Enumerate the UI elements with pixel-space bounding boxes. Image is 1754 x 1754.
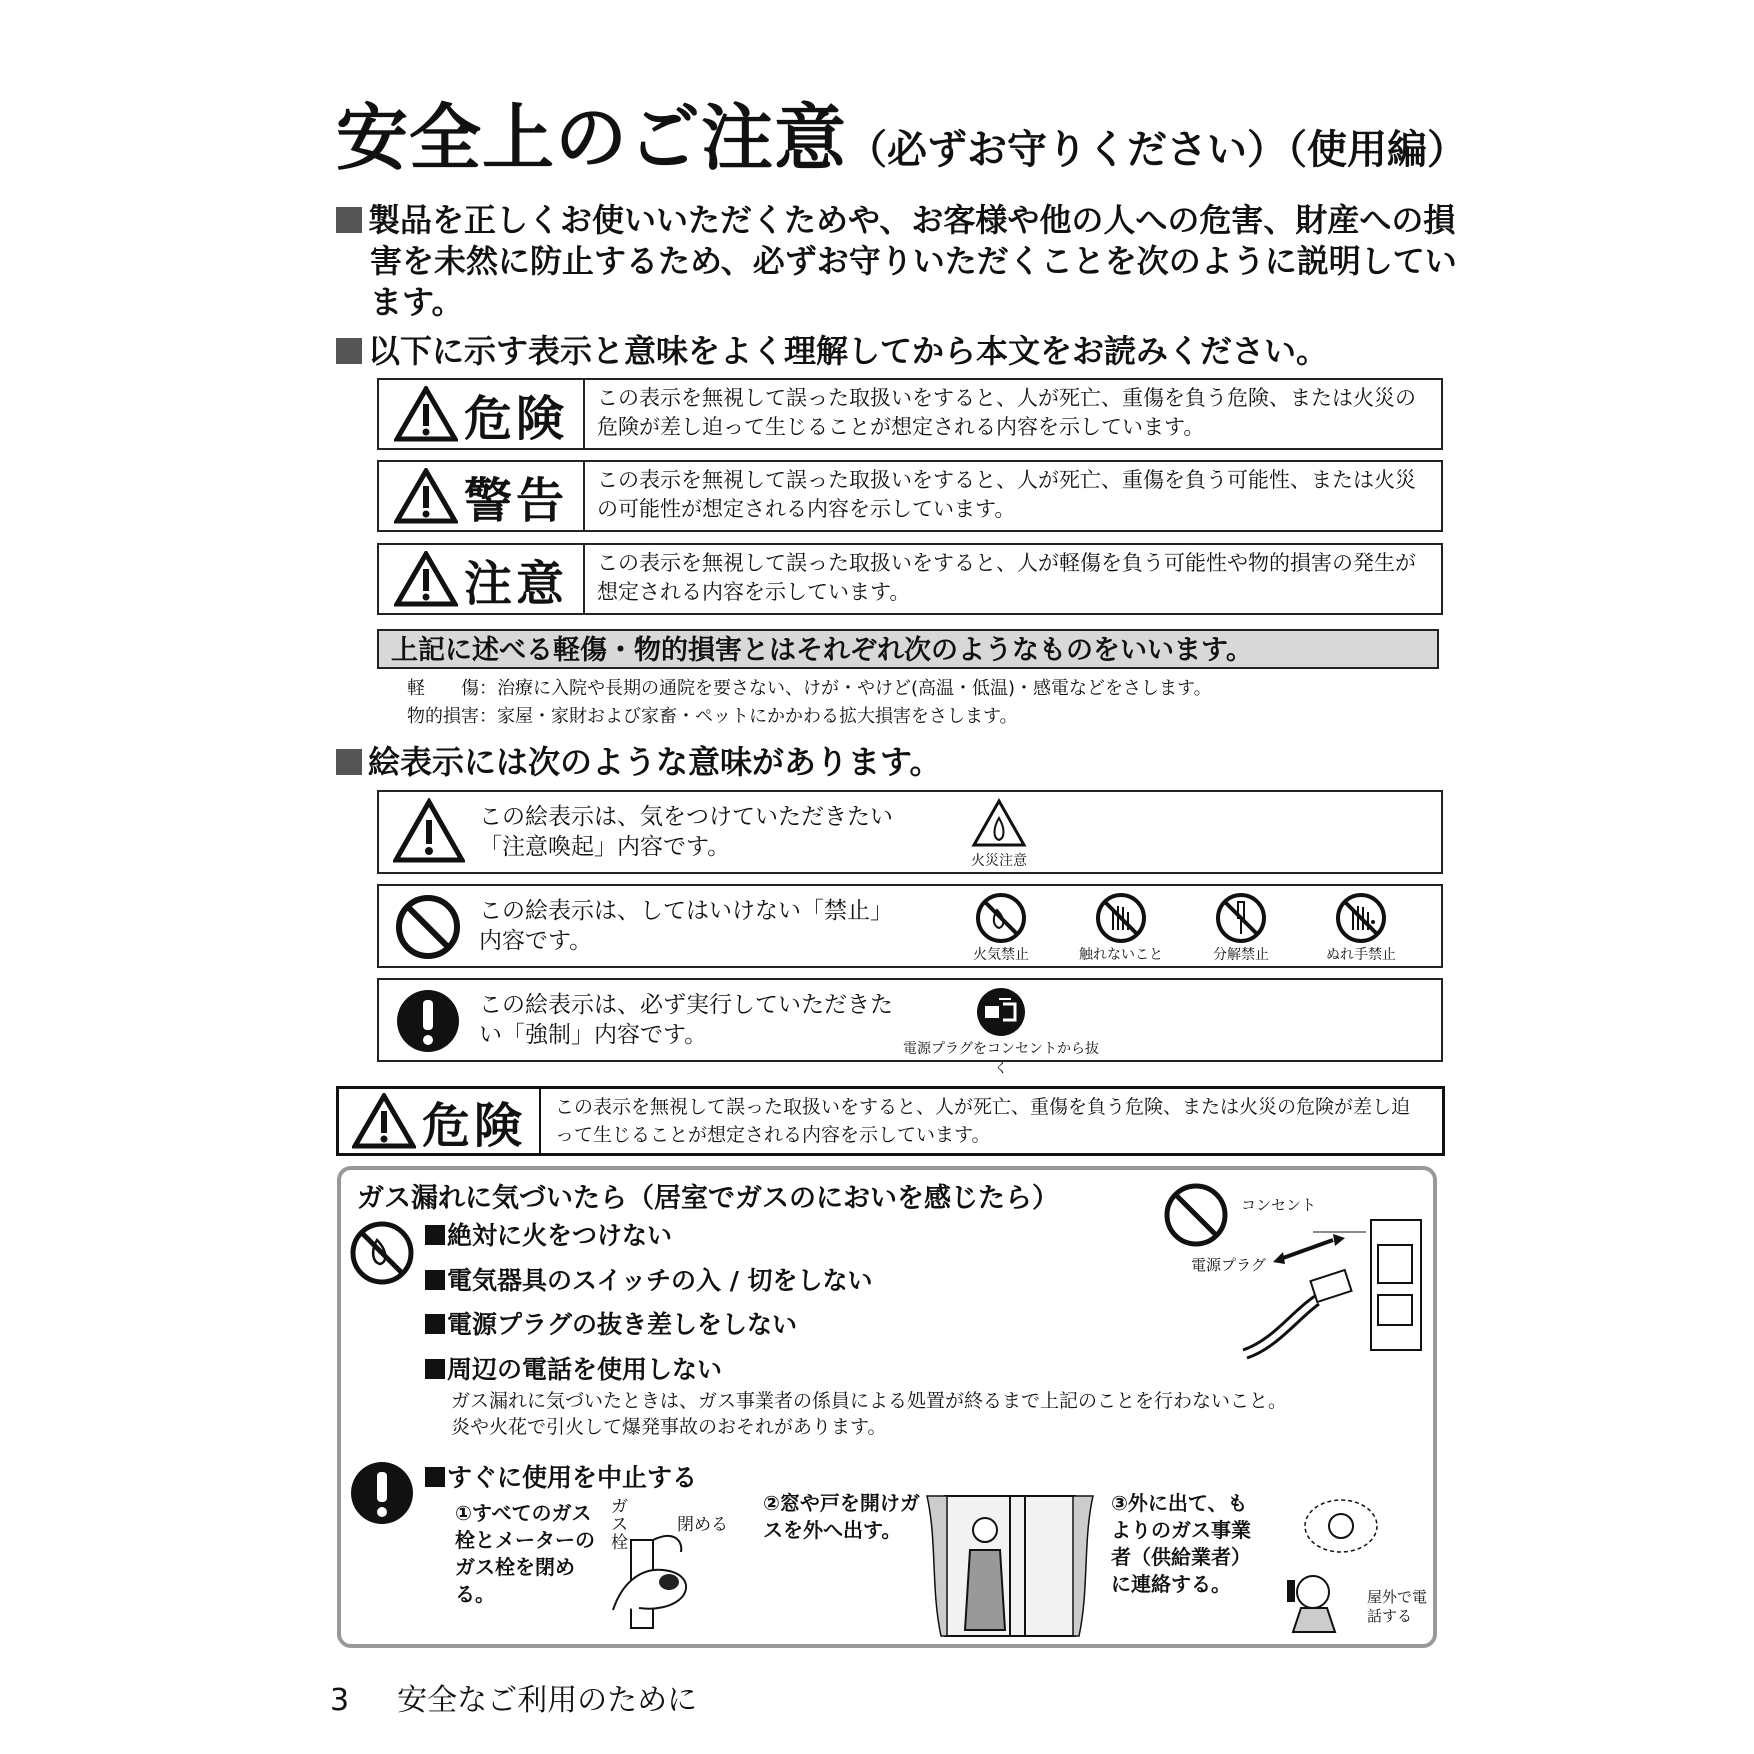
- bullet-square-icon: [425, 1314, 445, 1334]
- valve-label: ガス栓: [611, 1497, 628, 1553]
- intro-heading: [336, 331, 1436, 372]
- unplug-label: 電源プラグをコンセントから抜く: [903, 1041, 1099, 1077]
- bullet-square-icon: [336, 207, 362, 233]
- mandatory-exclamation-icon: [395, 988, 461, 1054]
- bullet-square-icon: [425, 1225, 445, 1245]
- intro-paragraph: [336, 200, 1470, 323]
- definition-text: ：治療に入院や長期の通院を要さない、けが・やけど(高温・低温)・感電などをさします。: [479, 678, 1212, 699]
- warning-triangle-icon: [394, 551, 458, 607]
- signal-caution: [377, 543, 1443, 615]
- open-window-illustration: [925, 1490, 1095, 1640]
- signal-description: この表示を無視して誤った取扱いをすると、人が死亡、重傷を負う可能性、または火災の可能性が想定される内容を示しています。: [597, 468, 1416, 521]
- definitions: [407, 675, 1212, 731]
- danger-description: この表示を無視して誤った取扱いをすると、人が死亡、重傷を負う危険、または火災の危険が差し迫って生じることが想定される内容を示しています。: [555, 1096, 1411, 1146]
- pictogram-mandatory: [377, 978, 1443, 1077]
- title-sub: （必ずお守りください）（使用編）: [847, 127, 1468, 173]
- definition-term: 軽 傷: [407, 678, 479, 699]
- warning-triangle-icon: [393, 798, 465, 864]
- bullet-square-icon: [425, 1467, 445, 1487]
- gas-note: [451, 1388, 1287, 1440]
- fire-caution-icon: [971, 798, 1027, 848]
- gas-note-line: ガス漏れに気づいたときは、ガス事業者の係員による処置が終るまで上記のことを行わないこと。: [451, 1390, 1288, 1412]
- warning-triangle-icon: [394, 386, 458, 442]
- do-not-touch-icon: [1095, 892, 1147, 944]
- step-3: ③外に出て、もよりのガス事業者（供給業者）に連絡する。: [1111, 1491, 1251, 1596]
- signal-word: 注意: [463, 555, 568, 612]
- intro-heading-text: 以下に示す表示と意味をよく理解してから本文をお読みください。: [368, 332, 1329, 370]
- page-title: [336, 80, 1467, 184]
- definition-row: [407, 675, 1212, 703]
- gas-leak-section: [337, 1166, 1437, 1648]
- warning-triangle-icon: [352, 1093, 416, 1149]
- plug-label: 電源プラグ: [1191, 1256, 1267, 1274]
- no-disassembly-icon: [1215, 892, 1267, 944]
- pictogram-description: この絵表示は、してはいけない「禁止」内容です。: [479, 898, 893, 954]
- no-wet-hands-icon: [1335, 892, 1387, 944]
- page-footer: [330, 1675, 697, 1719]
- signal-word: 危険: [463, 390, 568, 447]
- no-disassembly-label: 分解禁止: [1213, 947, 1269, 963]
- bullet-square-icon: [425, 1359, 445, 1379]
- gas-rule: [425, 1350, 722, 1386]
- phone-call-illustration: [1271, 1496, 1381, 1636]
- bullet-square-icon: [336, 749, 362, 775]
- definition-text: ：家屋・家財および家畜・ペットにかかわる拡大損害をさします。: [479, 706, 1018, 727]
- outside-call-label: 屋外で電話する: [1367, 1588, 1428, 1625]
- signal-description: この表示を無視して誤った取扱いをすると、人が死亡、重傷を負う危険、または火災の危険が差し迫って生じることが想定される内容を示しています。: [597, 386, 1416, 439]
- gas-rule-text: 電源プラグの抜き差しをしない: [447, 1310, 798, 1339]
- fire-caution-label: 火災注意: [971, 853, 1027, 869]
- page-number: 3: [330, 1683, 350, 1718]
- bullet-square-icon: [336, 338, 362, 364]
- signal-label: [379, 380, 585, 448]
- definition-term: 物的損害: [407, 706, 479, 727]
- gas-rule-text: 電気器具のスイッチの入 / 切をしない: [447, 1266, 873, 1295]
- title-main: 安全上のご注意: [336, 96, 848, 180]
- danger-label: [339, 1089, 541, 1153]
- stop-use-heading: [425, 1458, 697, 1494]
- intro-text: 製品を正しくお使いいただくためや、お客様や他の人への危害、財産への損害を未然に防止するため、必ずお守りいただくことを次のように説明しています。: [368, 201, 1457, 321]
- signal-danger: [377, 378, 1443, 450]
- pictogram-attention: [377, 790, 1443, 874]
- signal-warning: [377, 460, 1443, 532]
- injury-definition-band: 上記に述べる軽傷・物的損害とはそれぞれ次のようなものをいいます。: [377, 629, 1439, 669]
- pictogram-heading-text: 絵表示には次のような意味があります。: [368, 743, 942, 781]
- signal-description: この表示を無視して誤った取扱いをすると、人が軽傷を負う可能性や物的損害の発生が想定される内容を示しています。: [597, 551, 1416, 604]
- section-name: 安全なご利用のために: [397, 1683, 698, 1718]
- no-fire-icon: [975, 892, 1027, 944]
- prohibition-icon: [395, 894, 461, 960]
- pictogram-heading: [336, 742, 1436, 783]
- gas-rule: [425, 1305, 797, 1341]
- signal-word: 警告: [463, 472, 568, 529]
- outlet-plug-illustration: [1213, 1200, 1433, 1380]
- mandatory-exclamation-icon: [349, 1460, 415, 1526]
- gas-leak-heading: ガス漏れに気づいたら（居室でガスのにおいを感じたら）: [357, 1183, 1059, 1214]
- pictogram-description: この絵表示は、必ず実行していただきたい「強制」内容です。: [479, 992, 893, 1048]
- gas-rule: [425, 1216, 672, 1252]
- unplug-icon: [975, 986, 1027, 1038]
- step-1: ①すべてのガス栓とメーターのガス栓を閉める。: [455, 1501, 595, 1606]
- pictogram-description: この絵表示は、気をつけていただきたい「注意喚起」内容です。: [479, 804, 893, 860]
- do-not-touch-label: 触れないこと: [1079, 947, 1163, 963]
- danger-notice-box: [336, 1086, 1445, 1156]
- stop-use-text: すぐに使用を中止する: [447, 1463, 698, 1492]
- no-fire-label: 火気禁止: [973, 947, 1029, 963]
- signal-label: [379, 545, 585, 613]
- no-fire-icon: [349, 1220, 415, 1286]
- gas-rule-text: 周辺の電話を使用しない: [447, 1355, 723, 1384]
- no-wet-hands-label: ぬれ手禁止: [1326, 947, 1396, 963]
- bullet-square-icon: [425, 1270, 445, 1290]
- definition-row: [407, 703, 1212, 731]
- signal-label: [379, 462, 585, 530]
- step-2: ②窓や戸を開けガスを外へ出す。: [763, 1491, 920, 1542]
- pictogram-prohibition: [377, 884, 1443, 968]
- gas-valve-hand-illustration: [603, 1497, 723, 1630]
- danger-word: 危険: [421, 1097, 526, 1154]
- gas-note-line: 炎や火花で引火して爆発事故のおそれがあります。: [451, 1416, 887, 1438]
- close-label: 閉める: [677, 1515, 728, 1535]
- warning-triangle-icon: [394, 468, 458, 524]
- gas-rule-text: 絶対に火をつけない: [447, 1221, 673, 1250]
- outlet-label: コンセント: [1241, 1196, 1317, 1214]
- gas-rule: [425, 1261, 873, 1297]
